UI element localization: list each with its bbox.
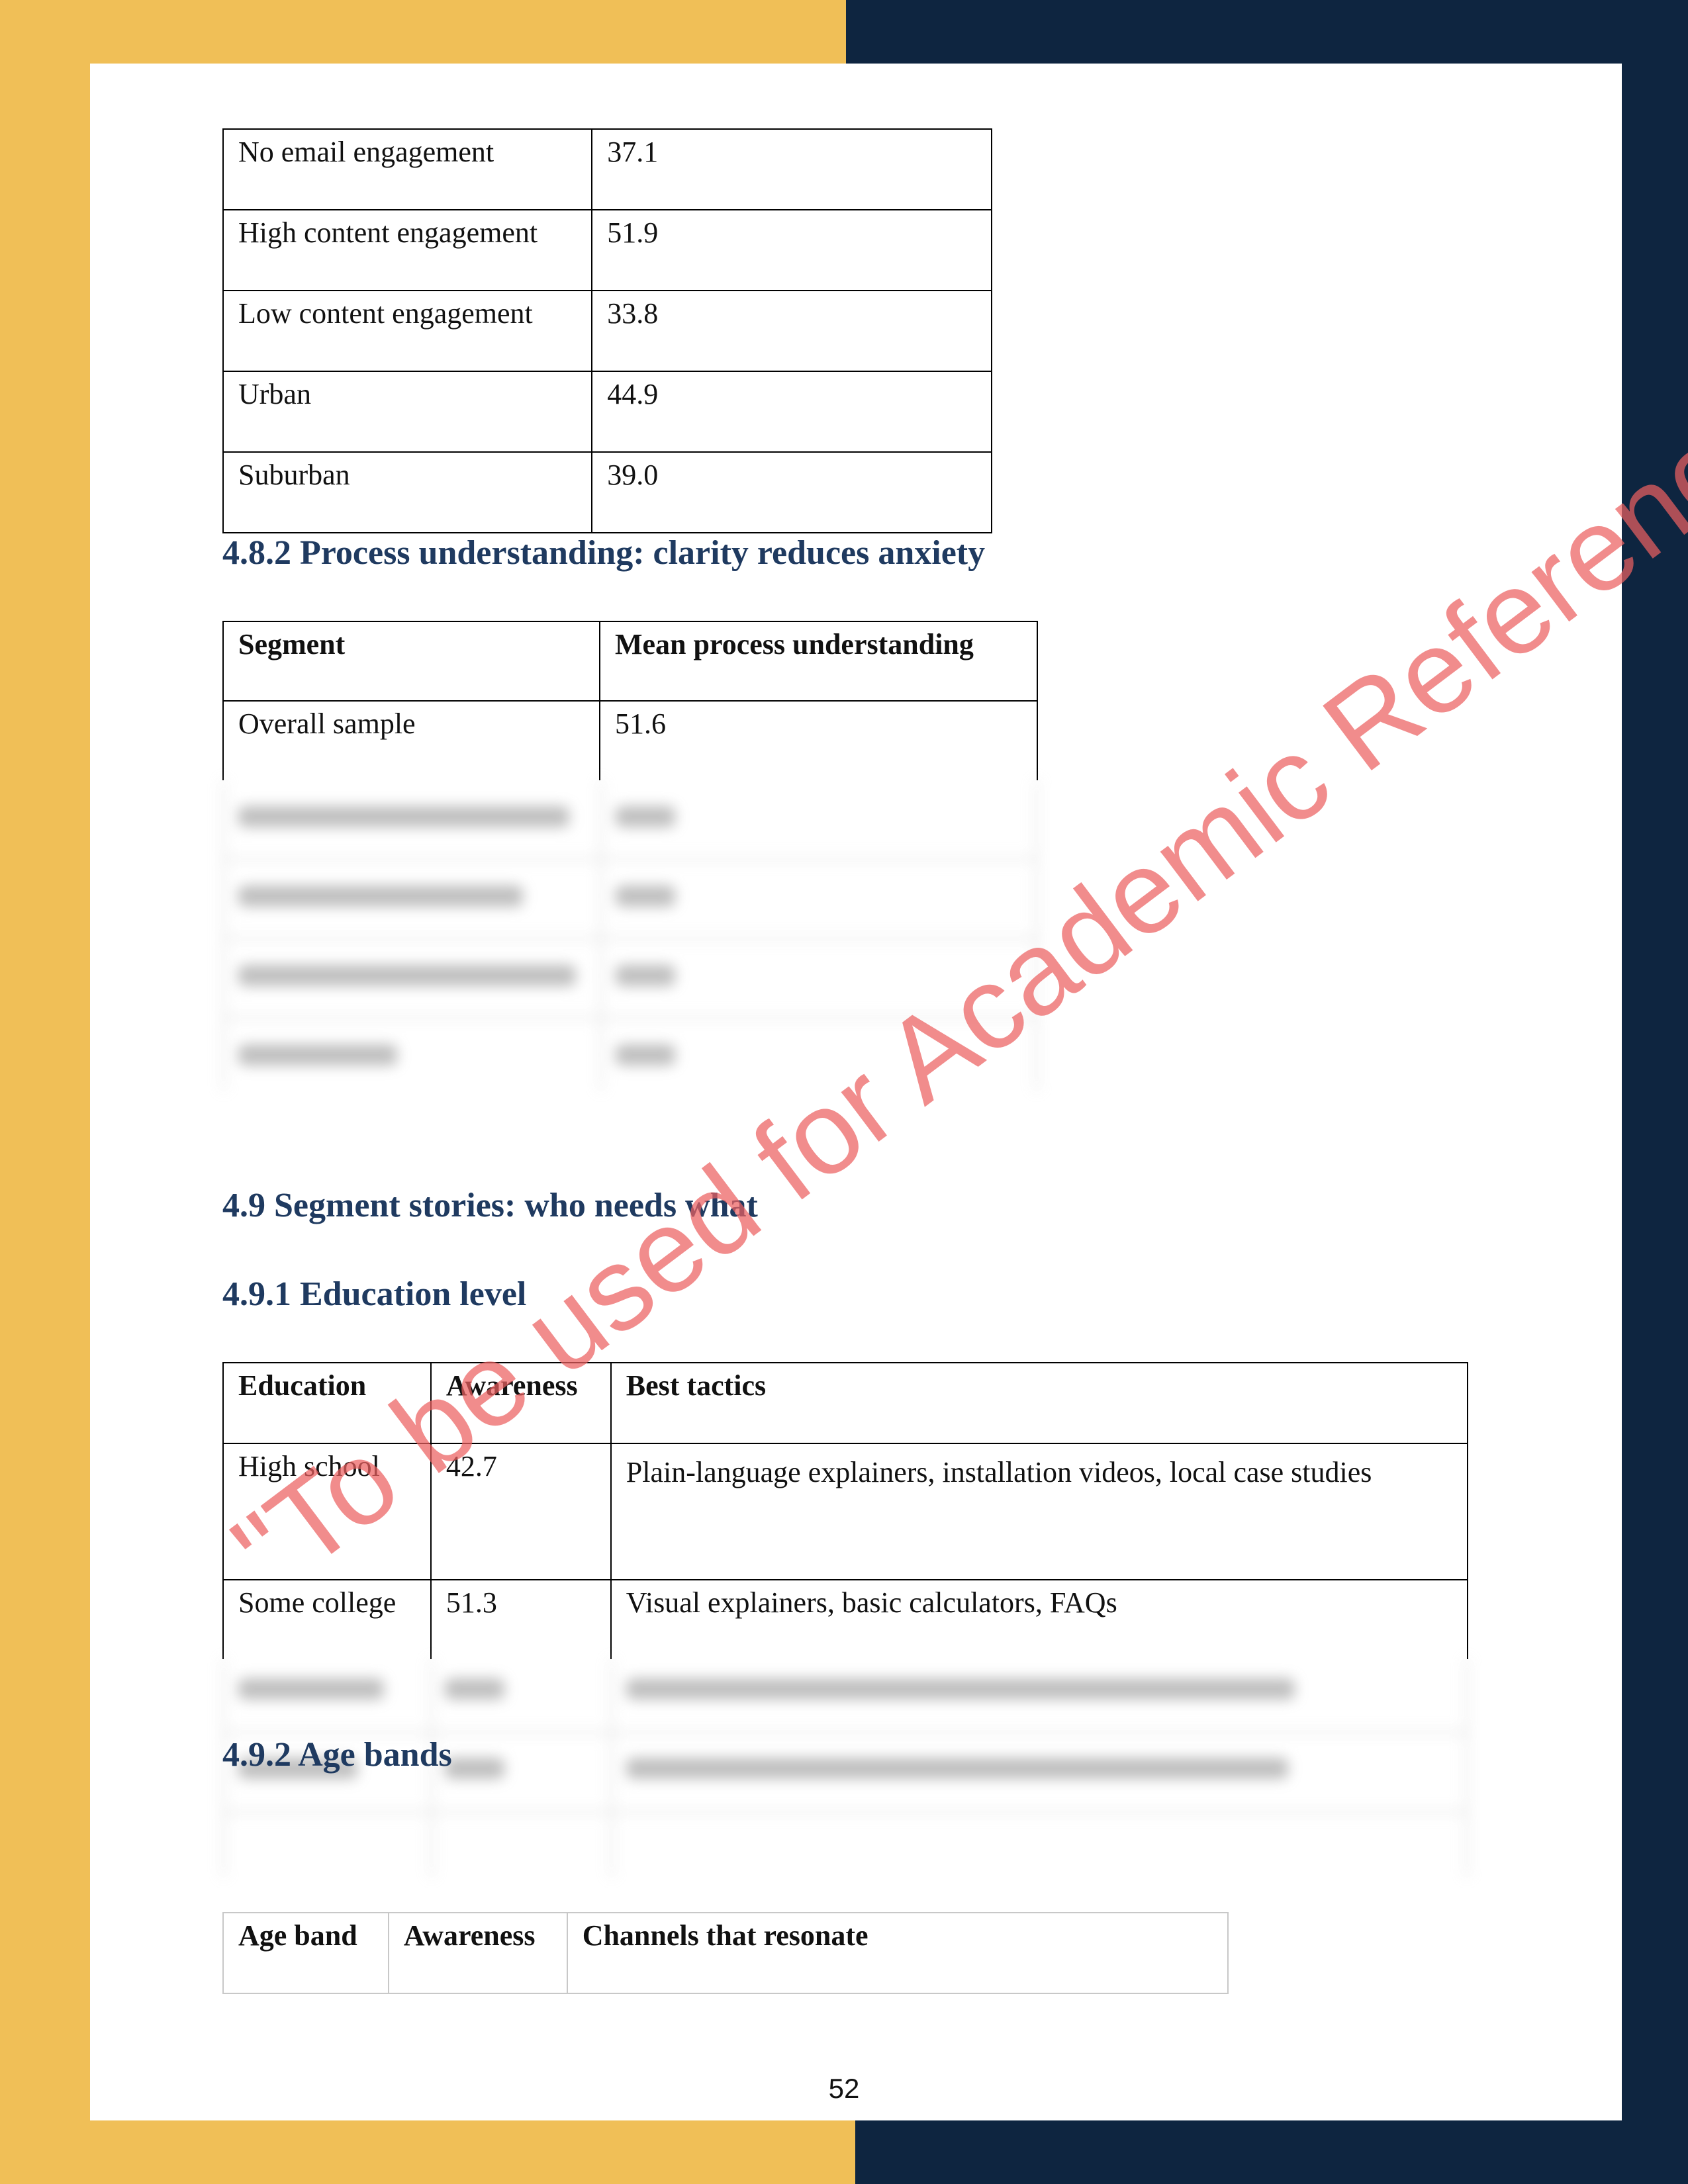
redacted-table-rows: [222, 780, 1038, 1104]
table-header-row: [223, 1363, 1468, 1443]
section-heading-4-9-2: 4.9.2 Age bands: [222, 1736, 452, 1774]
table-header-cell: Mean process understanding: [600, 621, 1037, 701]
frame-gold-bottom: [0, 2120, 855, 2184]
table-row: [223, 371, 992, 452]
table-cell: High school: [223, 1443, 431, 1580]
table-cell: Some college: [223, 1580, 431, 1659]
table-row: [223, 1443, 1468, 1580]
table-cell: Urban: [223, 371, 592, 452]
table-row: [223, 291, 992, 371]
table-cell: No email engagement: [223, 129, 592, 210]
process-understanding-table: [222, 621, 1038, 780]
age-bands-table: [222, 1912, 1229, 1994]
table-cell: 33.8: [592, 291, 992, 371]
education-table: [222, 1362, 1468, 1659]
engagement-table: [222, 128, 992, 533]
table-row: [223, 210, 992, 291]
table-header-cell: Education: [223, 1363, 431, 1443]
table-cell: 37.1: [592, 129, 992, 210]
section-heading-4-9: 4.9 Segment stories: who needs what: [222, 1187, 758, 1224]
table-row: [223, 701, 1037, 780]
table-cell: Plain-language explainers, installation videos, local case studies: [611, 1443, 1468, 1580]
table-header-cell: Age band: [223, 1913, 389, 1993]
frame-navy-bottom: [855, 2120, 1688, 2184]
table-cell: 51.6: [600, 701, 1037, 780]
table-cell: 44.9: [592, 371, 992, 452]
table-row: [223, 452, 992, 533]
section-heading-4-9-1: 4.9.1 Education level: [222, 1275, 527, 1313]
table-header-cell: Segment: [223, 621, 600, 701]
table-cell: 39.0: [592, 452, 992, 533]
table-row: [223, 129, 992, 210]
table-cell: Overall sample: [223, 701, 600, 780]
table-cell: High content engagement: [223, 210, 592, 291]
table-header-cell: Best tactics: [611, 1363, 1468, 1443]
watermark-text: "To be used for Academic: [209, 711, 1353, 1618]
table-row: [223, 1580, 1468, 1659]
table-cell: Low content engagement: [223, 291, 592, 371]
section-heading-4-8-2: 4.8.2 Process understanding: clarity reduces anxiety: [222, 534, 986, 572]
table-header-cell: Awareness: [389, 1913, 567, 1993]
table-header-cell: Awareness: [431, 1363, 611, 1443]
table-header-row: [223, 1913, 1228, 1993]
page-number: 52: [828, 2073, 860, 2104]
table-header-row: [223, 621, 1037, 701]
document-page: [90, 64, 1622, 2120]
table-cell: 51.3: [431, 1580, 611, 1659]
table-header-cell: Channels that resonate: [567, 1913, 1228, 1993]
table-cell: Visual explainers, basic calculators, FAQs: [611, 1580, 1468, 1659]
table-cell: 42.7: [431, 1443, 611, 1580]
table-cell: Suburban: [223, 452, 592, 533]
table-cell: 51.9: [592, 210, 992, 291]
